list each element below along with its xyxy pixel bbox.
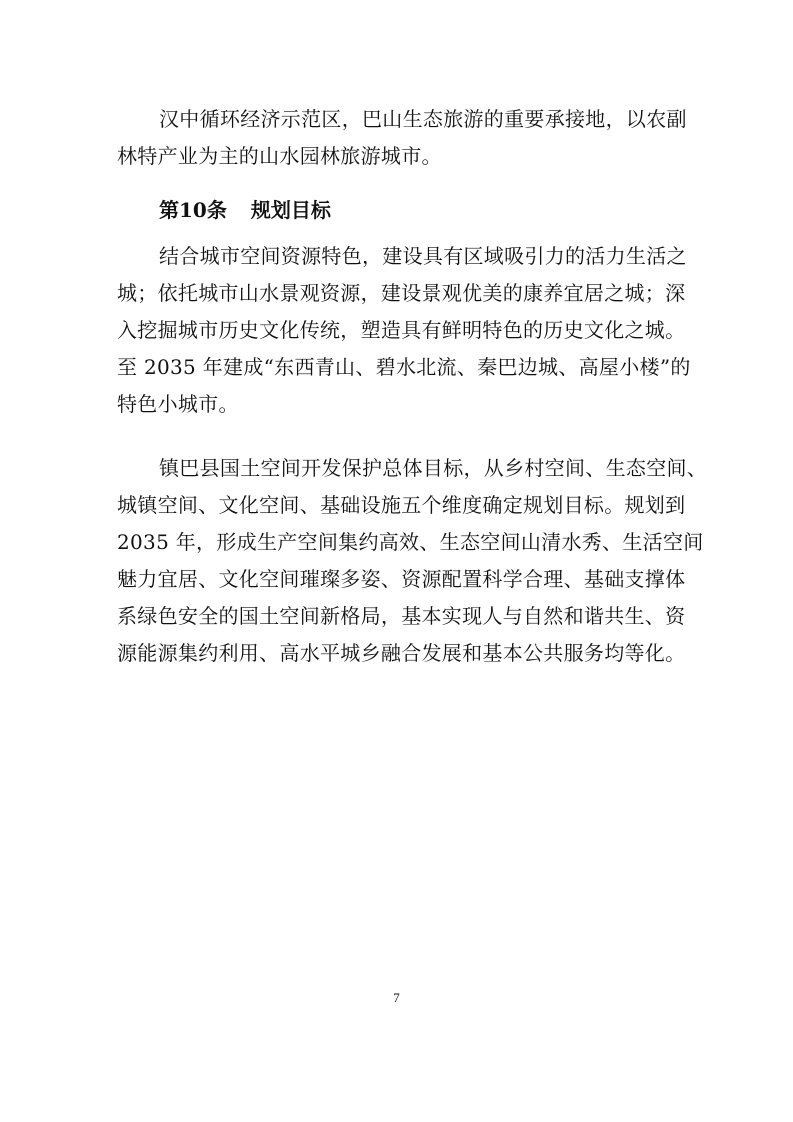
paragraph-line: 镇巴县国土空间开发保护总体目标，从乡村空间、生态空间、 (159, 456, 708, 480)
paragraph-line: 城镇空间、文化空间、基础设施五个维度确定规划目标。规划到 (117, 493, 686, 517)
paragraph-line: 至 2035 年建成“东西青山、碧水北流、秦巴边城、高屋小楼”的 (117, 355, 691, 379)
section-heading (159, 195, 331, 225)
paragraph-line: 源能源集约利用、高水平城乡融合发展和基本公共服务均等化。 (117, 641, 686, 665)
paragraph-line: 入挖掘城市历史文化传统，塑造具有鲜明特色的历史文化之城。 (117, 318, 686, 342)
paragraph-line: 特色小城市。 (117, 392, 239, 416)
page-number: 7 (393, 990, 400, 1005)
paragraph-overall-goals (117, 450, 708, 672)
section-number: 第10条 (159, 198, 227, 222)
paragraph-intro (117, 101, 687, 175)
paragraph-line: 结合城市空间资源特色，建设具有区域吸引力的活力生活之 (159, 244, 687, 268)
paragraph-line: 2035 年，形成生产空间集约高效、生态空间山清水秀、生活空间 (117, 530, 704, 554)
paragraph-line: 汉中循环经济示范区，巴山生态旅游的重要承接地，以农副 (159, 107, 687, 131)
paragraph-goals (117, 238, 691, 423)
section-title: 规划目标 (250, 198, 331, 222)
paragraph-line: 城；依托城市山水景观资源，建设景观优美的康养宜居之城；深 (117, 281, 686, 305)
paragraph-line: 系绿色安全的国土空间新格局，基本实现人与自然和谐共生、资 (117, 604, 686, 628)
paragraph-line: 林特产业为主的山水园林旅游城市。 (117, 144, 442, 168)
paragraph-line: 魅力宜居、文化空间璀璨多姿、资源配置科学合理、基础支撑体 (117, 567, 686, 591)
